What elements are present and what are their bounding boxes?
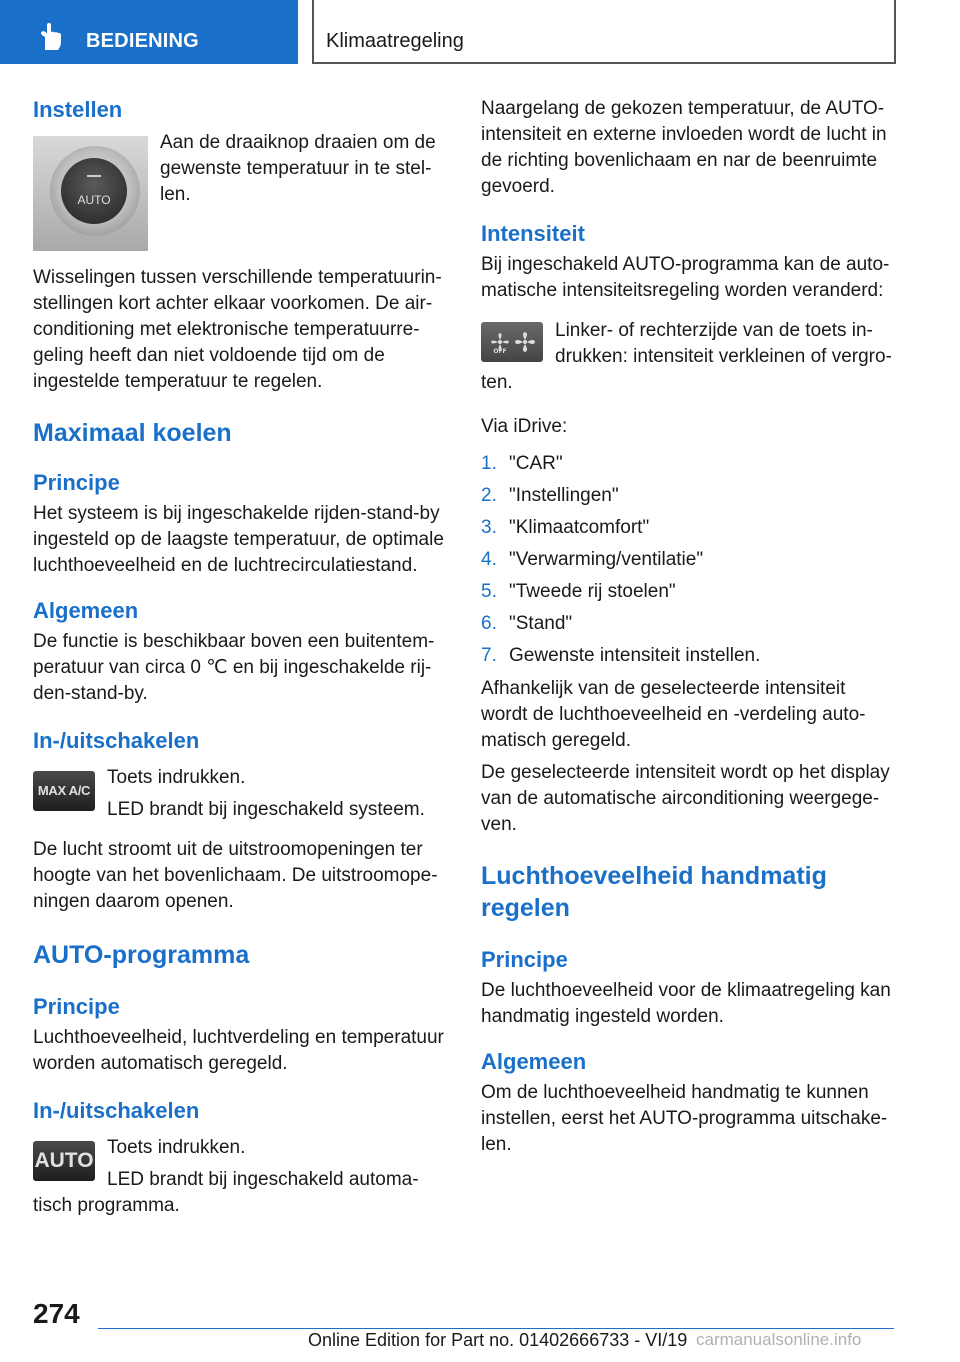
via-idrive: Via iDrive: bbox=[481, 416, 568, 437]
algemeen-text-2: Om de luchthoeveelheid handmatig te kunnen instellen, eerst het AUTO-programma uitschake-len. bbox=[481, 1082, 888, 1155]
list-item: 1. "CAR" bbox=[481, 453, 563, 474]
fan-intensity-button-image bbox=[481, 322, 543, 362]
instellen-float-text: Aan de draaiknop draaien om de gewenste temperatuur in te stel-len. bbox=[160, 132, 436, 205]
list-item: 3. "Klimaatcomfort" bbox=[481, 517, 650, 538]
intensiteit-para-1: Afhankelijk van de geselecteerde intensiteit wordt de luchthoeveelheid en -verdeling auto-matisch geregeld. bbox=[481, 678, 866, 751]
list-item: 5. "Tweede rij stoelen" bbox=[481, 581, 676, 602]
list-item: 7. Gewenste intensiteit instellen. bbox=[481, 645, 761, 666]
right-column bbox=[481, 96, 896, 1158]
intensiteit-float-text: Linker- of rechterzijde van de toets in-drukken: intensiteit verkleinen of vergro-ten. bbox=[481, 320, 892, 393]
inuit-paragraph-1: De lucht stroomt uit de uitstroomopeningen ter hoogte van het bovenlichaam. De uitstroomope-ningen daarom openen. bbox=[33, 839, 438, 912]
heading-inuitschakelen-1: In-/uitschakelen bbox=[33, 728, 200, 753]
section-tab bbox=[0, 0, 298, 64]
principe-text-1: Het systeem is bij ingeschakelde rijden-stand-by ingesteld op de laagste temperatuur, de optimale luchthoeveelheid en de luchtrecirculatiestand. bbox=[33, 503, 444, 576]
max-ac-line-2: LED brandt bij ingeschakeld systeem. bbox=[107, 799, 425, 820]
list-item: 2. "Instellingen" bbox=[481, 485, 619, 506]
auto-line-1: Toets indrukken. bbox=[107, 1137, 246, 1158]
heading-instellen: Instellen bbox=[33, 97, 123, 122]
list-item: 6. "Stand" bbox=[481, 613, 573, 634]
left-column bbox=[33, 96, 450, 1219]
auto-button-image: AUTO bbox=[33, 1141, 95, 1181]
algemeen-text-1: De functie is beschikbaar boven een buitentem-peratuur van circa 0 ℃ en bij ingeschakelde rij-den-stand-by. bbox=[33, 631, 435, 704]
heading-principe-2: Principe bbox=[33, 994, 120, 1019]
fan-off-icon bbox=[488, 330, 512, 354]
principe-text-3: De luchthoeveelheid voor de klimaatregeling kan handmatig ingesteld worden. bbox=[481, 980, 891, 1027]
idrive-steps bbox=[481, 448, 896, 672]
intensiteit-intro: Bij ingeschakeld AUTO-programma kan de auto-matische intensiteitsregeling worden veranderd: bbox=[481, 254, 890, 301]
intensiteit-para-2: De geselecteerde intensiteit wordt op het display van de automatische airconditioning weergege-ven. bbox=[481, 762, 890, 835]
auto-continued-text: Naargelang de gekozen temperatuur, de AUTO-intensiteit en externe invloeden wordt de lucht in de richting bovenlichaam en nar de beenruimte gevoerd. bbox=[481, 98, 887, 197]
footer-edition: Online Edition for Part no. 01402666733 - VI/19 bbox=[308, 1330, 688, 1350]
heading-principe-1: Principe bbox=[33, 470, 120, 495]
heading-luchthoeveelheid-handmatig: Luchthoeveelheid handmatig regelen bbox=[481, 862, 827, 922]
hand-pointer-icon bbox=[36, 22, 66, 52]
knob-icon bbox=[61, 158, 127, 224]
page-number: 274 bbox=[33, 1298, 80, 1329]
auto-line-2: LED brandt bij ingeschakeld automa-tisch programma. bbox=[33, 1169, 419, 1216]
chapter-title: Klimaatregeling bbox=[326, 30, 464, 52]
list-item: 4. "Verwarming/ventilatie" bbox=[481, 549, 704, 570]
fan-icon bbox=[513, 330, 537, 354]
heading-inuitschakelen-2: In-/uitschakelen bbox=[33, 1098, 200, 1123]
principe-text-2: Luchthoeveelheid, luchtverdeling en temperatuur worden automatisch geregeld. bbox=[33, 1027, 444, 1074]
footer-divider bbox=[98, 1328, 894, 1329]
max-ac-button-image: MAX A/C bbox=[33, 771, 95, 811]
heading-maximaal-koelen: Maximaal koelen bbox=[33, 419, 232, 447]
chapter-tab bbox=[312, 0, 896, 64]
fan-off-label: OFF bbox=[492, 348, 507, 354]
heading-principe-3: Principe bbox=[481, 947, 568, 972]
watermark: carmanualsonline.info bbox=[696, 1330, 862, 1349]
heading-algemeen-1: Algemeen bbox=[33, 598, 139, 623]
heading-intensiteit: Intensiteit bbox=[481, 221, 585, 246]
temperature-knob-image bbox=[33, 136, 148, 251]
section-title: BEDIENING bbox=[86, 30, 199, 52]
knob-label: AUTO bbox=[77, 193, 111, 207]
instellen-paragraph: Wisselingen tussen verschillende temperatuurin-stellingen kort achter elkaar voorkomen. De air-conditioning met elektronische temperatuurre-geling heeft dan niet voldoende tijd om de ingestelde temperatuur te regelen. bbox=[33, 267, 442, 392]
heading-auto-programma: AUTO-programma bbox=[33, 941, 250, 969]
max-ac-line-1: Toets indrukken. bbox=[107, 767, 246, 788]
heading-algemeen-2: Algemeen bbox=[481, 1049, 587, 1074]
